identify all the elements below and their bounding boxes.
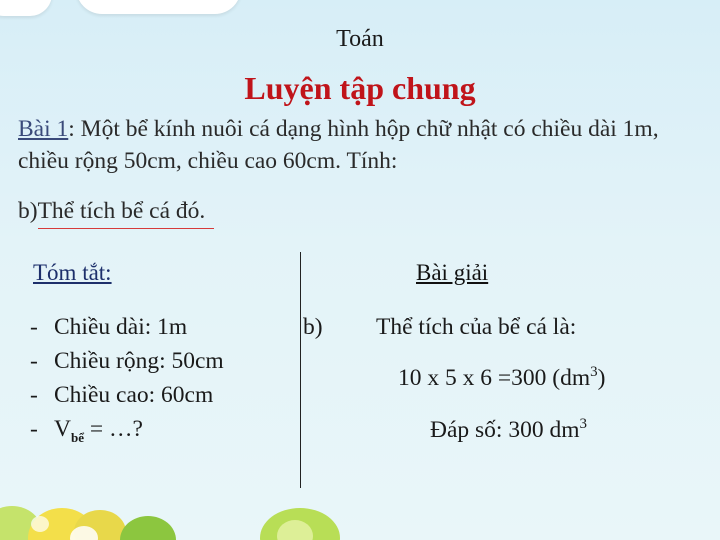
list-dash: - — [30, 416, 38, 442]
calculation-text: 10 x 5 x 6 =300 (dm — [398, 364, 591, 391]
volume-unknown: = …? — [83, 416, 143, 442]
top-left-decoration — [0, 0, 52, 16]
calculation-exponent: 3 — [590, 364, 598, 380]
leaf-decoration — [0, 488, 200, 540]
list-item — [30, 344, 224, 378]
summary-list — [30, 310, 224, 449]
list-item — [30, 378, 224, 412]
problem-statement — [18, 113, 708, 177]
list-item — [30, 412, 224, 449]
solution-heading: Bài giải — [416, 260, 489, 285]
summary-heading: Tóm tắt: — [33, 260, 112, 285]
answer-text: Đáp số: 300 dm — [430, 416, 580, 443]
question-underline — [38, 228, 214, 229]
volume-symbol: V — [54, 416, 71, 442]
volume-subscript: bể — [70, 430, 84, 445]
lesson-title: Luyện tập chung — [244, 70, 476, 106]
list-item-text: Chiều dài: 1m — [54, 314, 188, 340]
list-dash: - — [30, 382, 38, 408]
problem-label: Bài 1 — [18, 116, 69, 142]
answer-exponent: 3 — [579, 416, 587, 432]
question-b: b)Thể tích bể cá đó. — [18, 198, 206, 224]
solution-statement: Thể tích của bể cá là: — [376, 314, 577, 340]
list-item-text: Chiều cao: 60cm — [54, 382, 214, 408]
volume-item — [54, 412, 143, 449]
top-banner-decoration — [76, 0, 241, 14]
solution-calculation — [398, 364, 605, 392]
list-item-text: Chiều rộng: 50cm — [54, 348, 224, 374]
right-leaf-decoration — [255, 500, 345, 540]
list-dash: - — [30, 314, 38, 340]
subject-label: Toán — [336, 26, 384, 52]
list-dash: - — [30, 348, 38, 374]
calculation-close: ) — [597, 364, 606, 391]
solution-part-label: b) — [303, 314, 323, 340]
problem-text: : Một bể kính nuôi cá dạng hình hộp chữ nhật có chiều dài 1m, chiều rộng 50cm, chiều cao 60cm. Tính: — [18, 116, 659, 174]
column-divider — [300, 252, 301, 488]
list-item — [30, 310, 224, 344]
solution-answer — [430, 416, 587, 444]
